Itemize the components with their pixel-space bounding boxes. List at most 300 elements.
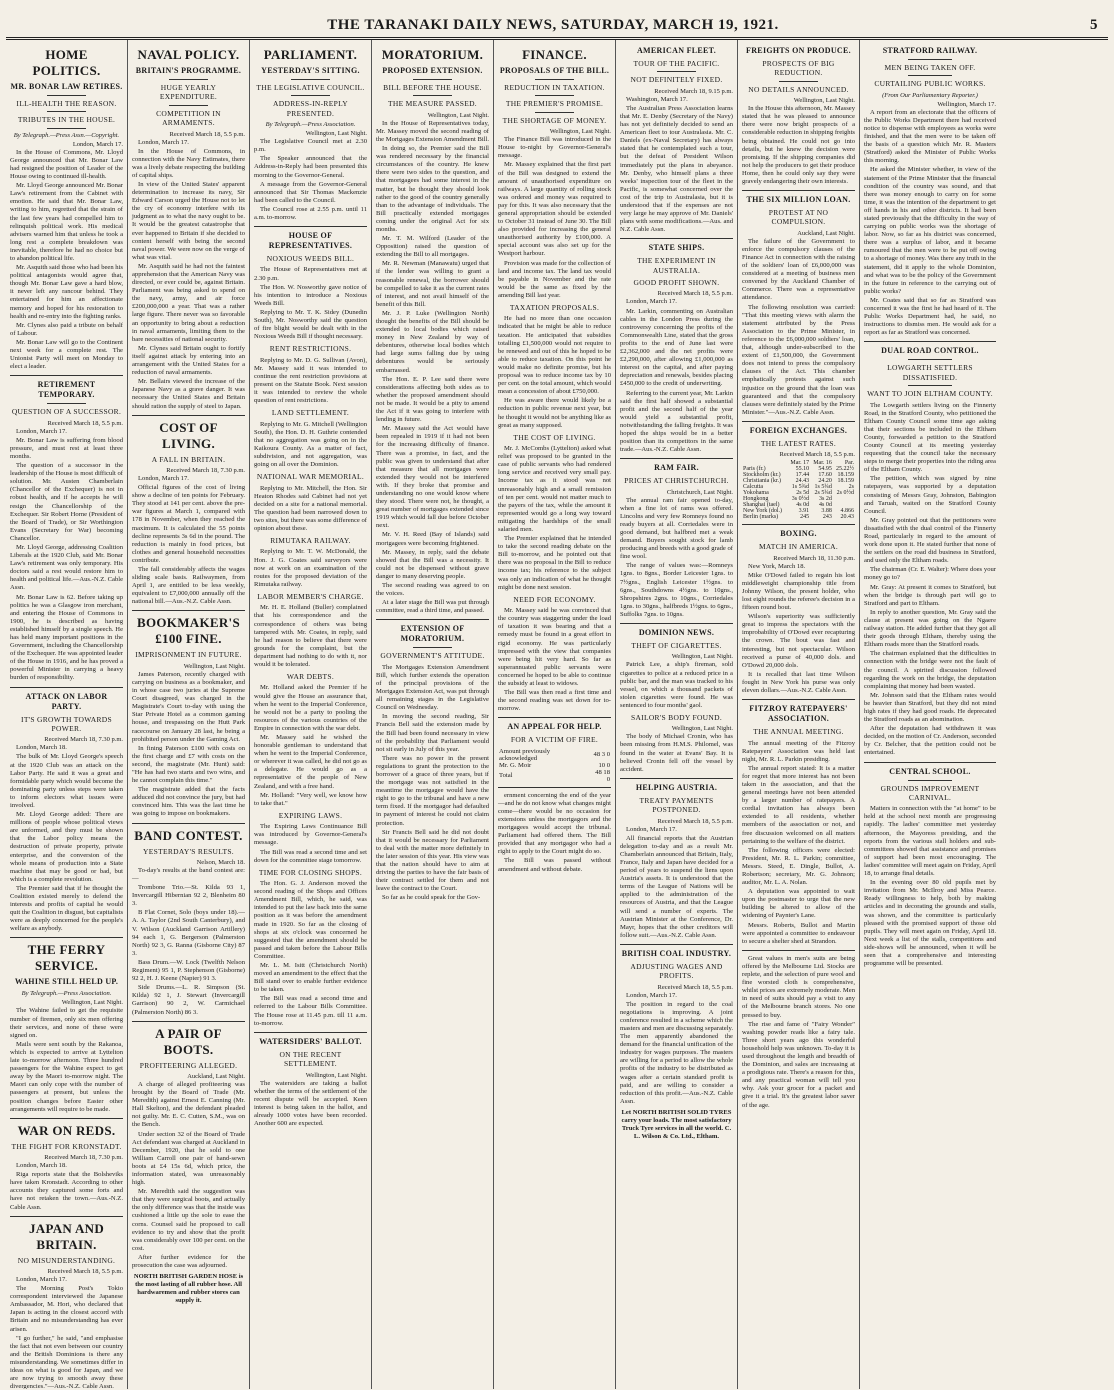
article-freights	[742, 46, 855, 186]
dateline: London, March 17.	[72, 140, 123, 148]
divider	[47, 128, 85, 129]
paragraph: The range of values was:—Romneys 1gns. to 8gns., Border Leicester 1gns. to 7½gns., English Leicester 1½gns. to 6gns., Southdowns 4½gns. to 10gns., Shropshires 2gns. to 10gns., Corriedales 1gns. to 30gns., halfbreds 1½gns. to 6gns., Suffolks 7gns. to 10gns.	[620, 562, 733, 618]
column-2	[128, 40, 250, 1389]
subheadline: NOT DEFINITELY FIXED.	[630, 75, 723, 85]
headline: MORATORIUM.	[381, 47, 484, 62]
headline: BAND CONTEST.	[134, 827, 243, 843]
subheadline: THE MEASURE PASSED.	[388, 99, 477, 109]
paragraph: The Expiring Laws Continuance Bill was introduced by Governor-General's message.	[254, 823, 367, 847]
article-divider	[620, 623, 733, 624]
subheadline: PROPOSED EXTENSION.	[382, 66, 483, 75]
headline: WAR ON REDS.	[17, 1122, 116, 1138]
subheadline: NO DETAILS ANNOUNCED.	[748, 84, 849, 94]
article-war-on-reds	[10, 1123, 123, 1212]
table-cell: 48 3 0	[593, 751, 610, 759]
table-cell: 3.88	[821, 508, 832, 515]
headline: FINANCE.	[522, 47, 587, 62]
subheadline: THE LEGISLATIVE COUNCIL.	[256, 83, 365, 92]
paragraph: After further evidence for the prosecution the case was adjourned.	[132, 1253, 245, 1270]
byline: By Telegraph.—Press Assn.—Copyright.	[13, 131, 120, 139]
paragraph: The magistrate added that the facts adduced did not convince the jury, but had convinced him. This was the last time he was going to impose on bookmakers.	[132, 786, 245, 818]
article-helping-austria	[620, 783, 733, 940]
article-divider	[254, 226, 367, 227]
advertisement: NORTH BRITISH GARDEN HOSE is the most lasting of all rubber hose. All hardwaremen and rubber stores can supply it.	[133, 1273, 244, 1305]
subheadline: TOUR OF THE PACIFIC.	[633, 59, 720, 68]
table-cell: 3.91	[798, 508, 810, 515]
section-heading: EXPIRING LAWS.	[278, 810, 343, 820]
dateline: Auckland, Last Night.	[797, 229, 855, 237]
paragraph: A charge of alleged profiteering was brought by the Board of Trade (Mr. Meredith) against Ernest E. Canning (Mr. Hall Skelton), and the defendant pleaded not guilty. Mr. E. C. Cutten, S.M., was on the Bench.	[132, 1080, 245, 1129]
article-central-school	[864, 767, 996, 969]
subheadline: YESTERDAY'S SITTING.	[261, 66, 360, 75]
divider	[779, 81, 817, 82]
paragraph: Mr. Clynes said Britain ought to fortify itself against attack by entering into an arrangement with the United States for a reduction of naval armaments.	[132, 344, 245, 377]
dateline: Wellington, Last Night.	[305, 130, 367, 138]
article-finance	[498, 47, 611, 713]
table-row	[498, 769, 611, 783]
article-fitzroy-ratepayers	[742, 704, 855, 1110]
paragraph: Trombone Trio.—St. Kilda 93 1, Invercargill Hibernian 92 2, Blenheim 80 3.	[132, 884, 245, 908]
article-divider	[498, 717, 611, 718]
table-cell: 20.43	[840, 514, 854, 521]
dateline: Auckland, Last Night.	[187, 1072, 245, 1080]
column-4	[372, 40, 494, 1389]
table-cell: 2s	[848, 484, 854, 491]
subheadline: THE LATEST RATES.	[760, 438, 837, 448]
divider	[908, 59, 953, 60]
table-cell: 24.43	[795, 478, 810, 485]
paragraph: It is recalled that last time Wilson fought in New York his purse was only eleven dollars.—Aus.-N.Z. Cable Assn.	[742, 670, 855, 695]
subheadline: NOXIOUS WEEDS BILL.	[266, 254, 355, 264]
article-extension-moratorium	[376, 624, 489, 902]
subheadline: COMPETITION IN ARMAMENTS.	[156, 108, 221, 128]
article-home-politics	[10, 47, 123, 371]
section-heading: LABOR MEMBER'S CHARGE.	[257, 591, 364, 601]
subheadline: GOOD PROFIT SHOWN.	[633, 278, 720, 288]
paragraph: Replying to Mr. G. Mitchell (Wellington South), the Hon. D. H. Guthrie contended that no aggregation was going on in the Kaikoura County. As a matter of fact, subdivision, and not aggregation, was going on all over the Dominion.	[254, 420, 367, 469]
subheadline: QUESTION OF A SUCCESSOR.	[11, 407, 122, 417]
table-cell: Hongkong	[743, 496, 769, 503]
subheadline: ADJUSTING WAGES AND PROFITS.	[630, 961, 723, 981]
table-cell: Mr. G. Moir	[499, 761, 532, 769]
paragraph: Mr. Clynes also paid a tribute on behalf of Labour.	[10, 321, 123, 337]
divider	[413, 95, 451, 96]
paragraph: He was aware there would likely be a reduction in public revenue next year, but he thought it would not be anything like as great as many supposed.	[498, 397, 611, 429]
table-cell: 18.159	[837, 478, 854, 485]
paragraph: The Council rose at 2.55 p.m. until 11 a.m. to-morrow.	[254, 205, 367, 221]
paragraph: Mr. Lloyd George announced Mr. Bonar Law's retirement from the Cabinet with emotion. He said that Mr. Bonar Law, writing to him, regretted that the strain of the last few years had compelled him to relinquish political work. His medical advisers warned him that unless he took a long rest a complete breakdown was inevitable, therefore he had no choice but to abandon political life.	[10, 182, 123, 262]
paragraph: Mr. Bonar Law is 62. Before taking up politics he was a Glasgow iron merchant, and entering the House of Commons in 1900, he is described as having established himself by a single speech. He has held many important positions in the Government, including the Chancellorship of the Exchequer. He was appointed leader of the House in 1916, and he has proved a powerful Minister in carrying a heavy burden of responsibility.	[10, 593, 123, 682]
paragraph: The following resolution was carried: "That this meeting views with alarm the statement attributed by the Press Association to the Prime Minister, in reference to the £6,000,000 soldiers' loan, that, although under-subscribed to the extent of £1,500,000, the Government does not intend to press the compulsory clauses of the Act. This chamber emphatically protests against such injustice on the ground that the loan was guaranteed and that the compulsory clauses were definitely stated by the Prime Minister."—Aus.-N.Z. Cable Assn.	[742, 303, 855, 416]
paragraph: Mr. L. M. Isitt (Christchurch North) moved an amendment to the effect that the Bill stand over to enable further evidence to be taken.	[254, 962, 367, 994]
dateline: Wellington, Last Night.	[427, 111, 489, 119]
paragraph: In doing so, the Premier said the Bill was rendered necessary by the financial circumstances of the country. He knew there were two sides to the question, and that mortgagees had some interest in the matter, but he thought they should look rather to the good of the country generally than to the advantage of individuals. The Bill practically extended mortgages coming under the original Act for six months.	[376, 145, 489, 233]
page-number: 5	[1090, 17, 1098, 33]
section-heading: THE COST OF LIVING.	[513, 432, 596, 442]
article-band-contest	[132, 828, 245, 1017]
section-heading: TAXATION PROPOSALS.	[509, 303, 600, 312]
paragraph: London, March 17.	[626, 825, 677, 833]
subheadline: MR. BONAR LAW RETIRES.	[10, 82, 123, 91]
table-cell: 17.44	[795, 472, 810, 479]
article-divider	[742, 421, 855, 422]
paragraph: ernment concerning the end of the year —and he do not know what changes might come—there would be no occasion for extensions unless the mortgagors and the mortgagees would accept the tribunal. Parliament had offered them. The Bill provided that any mortgagor who had a right to apply to the Court might do so.	[498, 791, 611, 856]
paragraph: Official figures of the cost of living show a decline of ten points for February. They stood at 141 per cent. above the pre-war figures at March 1, compared with 178 in November, when they reached the maximum. It is calculated the 55 points decline represents 3s 6d in the pound. The reduction is mainly in food prices, but clothes and general household necessities contribute.	[132, 484, 245, 564]
table-row	[498, 762, 611, 769]
divider	[47, 111, 85, 112]
headline: A PAIR OF BOOTS.	[155, 1025, 222, 1057]
paragraph: London, March 17.	[16, 1276, 67, 1283]
divider	[908, 780, 953, 781]
headline: BOOKMAKER'S £100 FINE.	[137, 615, 240, 647]
paragraph: Mr. Gray pointed out that the petitioners were dissatisfied with the dual control of the Finnerty Road, particularly in regard to the amount of work done upon it. He stated further that none of the settlers on the road did business in Stratford, and used only the Eltham roads.	[864, 516, 996, 565]
table-cell: 3s 0½d	[791, 496, 810, 503]
article-divider	[742, 699, 855, 700]
headline: ATTACK ON LABOR PARTY.	[25, 691, 108, 711]
paragraph: The Bill was passed without amendment and without debate.	[498, 857, 611, 873]
section-heading: NEED FOR ECONOMY.	[513, 594, 596, 604]
subheadline: THE EXPERIMENT IN AUSTRALIA.	[637, 256, 716, 275]
article-divider	[10, 687, 123, 688]
paragraph: The question of a successor in the leadership of the House is most difficult of solution. Mr. Austen Chamberlain (Chancellor of the Exchequer) is not in robust health, and if he accepts he will resign the Chancellorship of the Exchequer. Sir Robert Horne (President of the Board of Trade), or Sir Worthington Evans (Secretary for War) becoming Chancellor.	[10, 462, 123, 542]
paragraph: To-day's results at the band contest are:—	[132, 866, 245, 882]
article-coal-industry	[620, 949, 733, 1141]
paragraph: The body of Michael Cronin, who has been missing from H.M.S. Philomel, was found in the water at Evans' Bay. It is believed Cronin fell off the vessel by accident.	[620, 733, 733, 773]
divider	[535, 95, 573, 96]
table-cell: Amount previously acknowledged	[499, 747, 551, 762]
article-divider	[620, 238, 733, 239]
table-cell: 55.10	[795, 466, 810, 473]
divider	[291, 79, 329, 80]
paragraph: The Wahine failed to get the requisite number of firemen, only six men offering their services, and none of these were signed on.	[10, 1007, 123, 1039]
article-naval-policy	[132, 47, 245, 411]
paragraph: Side Drums.—L. R. Simpson (St. Kilda) 92 1, J. Stewart (Invercargill Garrison) 90 2, W. Carmichael (Palmerston North) 86 3.	[132, 984, 245, 1016]
subheadline: TRIBUTES IN THE HOUSE.	[17, 115, 116, 125]
table-cell: 10 0	[598, 761, 610, 769]
column-header: Par.	[844, 460, 854, 467]
paragraph: After the deputation had withdrawn it was decided, on the motion of Cr. Anderson, seconded by Cr. Belcher, that the petition could not be entertained.	[864, 725, 996, 757]
article-divider	[10, 1216, 123, 1217]
column-header: Mar. 16	[813, 460, 832, 467]
headline: COST OF LIVING.	[159, 419, 218, 451]
paragraph: Mr. Asquith said those who had been his political antagonists would agree that, though Mr. Bonar Law gave a hard blow, it never left any rancour behind. They entertained for him an affectionate memory and hoped for his restoration to health and re-entry into the fighting ranks.	[10, 264, 123, 320]
paragraph: Mr. Massey said he wished the honorable gentleman to understand that when he went to the Imperial Conference, or wherever it was called, he did not go as a delegate. He would go as a representative of the people of New Zealand, and with a free hand.	[254, 734, 367, 790]
masthead	[6, 0, 1108, 40]
paragraph: Mr. J. McCombs (Lyttelton) asked what relief was proposed to be granted in the case of public servants who had rendered long service and received very small pay. Income tax as it stood was not unreasonably high and a small remission of ten per cent. would not matter much to the payers of the tax, while the amount it represented would go a long way toward mitigating the hardships of the small salaried men.	[498, 445, 611, 533]
table-row	[498, 748, 611, 762]
subheadline: PRICES AT CHRISTCHURCH.	[624, 476, 729, 486]
paragraph: Under section 32 of the Board of Trade Act defendant was charged at Auckland in December, 1920, that he sold to one William Carroll one pair of hand-sewn boots at £4 15s 6d, which price, the information stated, was unreasonably high.	[132, 1130, 245, 1187]
paragraph: The failure of the Government to enforce the compulsory clauses of the Finance Act in connection with the raising of the soldiers' loan of £6,000,000 was considered at a meeting of business men convened by the Auckland Chamber of Commerce. There was a representative attendance.	[742, 237, 855, 302]
paragraph: Mr. Larkin, commenting on Australian cables in the London Press during the controversy concerning the profits of the Commonwealth Line, stated that the gross profits to the end of June last were £2,362,000 and the net profits were £2,290,000, after allowing £1,000,000 as interest on the capital, and after paying depreciation and renewals, besides placing £450,000 to the credit of underwriting.	[620, 307, 733, 388]
subheadline: BILL BEFORE THE HOUSE.	[383, 83, 482, 92]
paragraph: London, March 18.	[16, 1162, 67, 1170]
section-heading: SAILOR'S BODY FOUND.	[630, 712, 723, 722]
article-japan-britain	[10, 1221, 123, 1389]
table-cell: Paris (fr.)	[743, 466, 766, 473]
paragraph: The bulk of Mr. Lloyd George's speech at the 1920 Club was an attack on the Labor Party. He said it was a great and formidable party which would become the dominating party unless steps were taken to inform electors what issues were involved.	[10, 753, 123, 809]
headline: RAM FAIR.	[654, 463, 699, 473]
article-divider	[132, 610, 245, 611]
subheadline: WAHINE STILL HELD UP.	[14, 977, 119, 987]
section-heading: WAR DEBTS.	[286, 672, 335, 682]
headline: WATERSIDERS' BALLOT.	[259, 1036, 362, 1046]
article-dual-road-control	[864, 346, 996, 757]
paragraph: London, March 17.	[626, 991, 677, 999]
section-heading: LAND SETTLEMENT.	[271, 408, 350, 418]
table-cell: Shanghai (tael)	[743, 502, 780, 509]
headline: HELPING AUSTRIA.	[635, 782, 718, 792]
paragraph: All financial reports that the Austrian delegation to-day and as a result Mr. Chamberlain announced that Britain, Italy, France, Italy and Japan have decided for a period of years to suspend the liens upon Austria's assets. It is understood that the terms of the League of Nations will be applied to the administration of the resources of Austria, and that the League will send a number of experts. The Austrian Minister at the Conference, Dr. Mayr, hopes that the other creditors will follow suit.—Aus.-N.Z. Cable Assn.	[620, 834, 733, 939]
article-retirement	[10, 380, 123, 682]
paragraph: Mr. Bonar Law will go to the Continent next week for a complete rest. The Unionist Party will meet on Monday to elect a leader.	[10, 338, 123, 371]
paragraph: Mr. Lloyd George added: There are millions of people whose political views are unformed, and they must be shown that the Labor policy means the destruction of private property, private enterprise, and the conversion of the whole means of production into a State machine that may be good or bad, but which is a complete revolution.	[10, 811, 123, 883]
paragraph: The Legislative Council met at 2.30 p.m.	[254, 138, 367, 154]
subheadline: LOWGARTH SETTLERS DISSATISFIED.	[887, 363, 973, 382]
paragraph: The chairman (Cr. E. Walter): Where does your money go to?	[864, 566, 996, 582]
article-state-ships	[620, 243, 733, 454]
table-cell: 25.22½	[836, 466, 854, 473]
headline: AN APPEAL FOR HELP.	[507, 722, 602, 732]
paragraph: The Mortgages Extension Amendment Bill, which further extends the operation of the principal provisions of the Mortgages Extension Act, was put through all remaining stages in the Legislative Council on Wednesday.	[376, 663, 489, 712]
subheadline: BRITAIN'S PROGRAMME.	[135, 66, 242, 75]
fund-table	[498, 748, 611, 783]
headline: CENTRAL SCHOOL.	[889, 766, 971, 776]
divider	[535, 112, 573, 113]
masthead-title: THE TARANAKI DAILY NEWS, SATURDAY, MARCH 19, 1921.	[327, 17, 779, 33]
subheadline: PROTEST AT NO COMPULSION.	[768, 208, 829, 227]
paragraph: The following officers were elected: President, Mr. R. L. Parkin; committee, Messrs. Steed, E. Dingle, Bullot, A. Robertson; secretary, Mr. G. Johnson; auditor, Mr. L. A. Nolan.	[742, 846, 855, 887]
paragraph: Riga reports state that the Bolsheviks have taken Kronstadt. According to other accounts they captured some forts and have not retaken the town.—Aus.-N.Z. Cable Assn.	[10, 1171, 123, 1211]
subheadline: TREATY PAYMENTS POSTPONED.	[639, 795, 714, 815]
paragraph: The fall considerably affects the wages sliding scale basis. Railwaymen, from April 1, are entitled to be less weekly, equivalent to £7,000,000 annually off the national bill.—Aus.-N.Z. Cable Assn.	[132, 566, 245, 606]
table-cell: 18.159	[837, 472, 854, 479]
column-3	[250, 40, 372, 1389]
dateline: Received March 18, 5.5 p.m.	[657, 290, 733, 298]
table-row	[742, 514, 855, 520]
subheadline: GOVERNMENT'S ATTITUDE.	[380, 651, 485, 661]
dateline: Wellington, Last Night.	[183, 662, 245, 670]
article-divider	[10, 937, 123, 938]
headline: BOXING.	[780, 529, 817, 539]
paragraph: Mr. Coates said that so far as Stratford was concerned it was the first he had heard of it. The Public Works Department had, he said, no instructions to dismiss men. He would ask for a report as far as Stratford was concerned.	[864, 296, 996, 337]
paragraph: Mr. T. M. Wilford (Leader of the Opposition) raised the question of extending the Bill to all mortgages.	[376, 235, 489, 259]
article-dominion-news	[620, 628, 733, 774]
paragraph: The rise and fame of "Fairy Wonder" washing powder reads like a fairy tale. Three short years ago this wonderful household help was unknown. To-day it is used throughout the length and breadth of the Dominion, and sales are increasing at a prodigious rate. There's a reason for this, and any practical woman will tell you why. Ask your grocer for a packet and give it a trial. It's the greatest labor saver of the age.	[742, 1020, 855, 1109]
paragraph: The annual meeting of the Fitzroy Ratepayers' Association was held last night, Mr. R. L. Parkin presiding.	[742, 739, 855, 763]
subheadline: GROUNDS IMPROVEMENT CARNIVAL.	[880, 783, 980, 802]
divider	[535, 79, 573, 80]
divider	[657, 71, 695, 72]
paragraph: Mr. J. P. Luke (Wellington North) thought the benefits of the Bill should be extended to local bodies which raised money in New Zealand by way of debentures, otherwise local bodies which had large sums falling due by using debentures would be seriously embarrassed.	[376, 309, 489, 374]
subheadline: PROSPECTS OF BIG REDUCTION.	[762, 59, 835, 78]
paragraph: Mr. Lloyd George, addressing Coalition Liberals at the 1920 Club, said Mr. Bonar Law's retirement was only temporary. His doctors said a rest would restore him to health and political life.—Aus.-N.Z. Cable Assn.	[10, 543, 123, 592]
paragraph: Sir Francis Bell said he did not doubt that it would be necessary for Parliament to deal with the matter more definitely in the later session of this year. His view was that the nation should have to aim at driving the parties to have the fair basis of their contract settled for them and not leave the contract to the Court.	[376, 828, 489, 893]
subheadline: WANT TO JOIN ELTHAM COUNTY.	[867, 389, 993, 399]
paragraph: London, March 17.	[138, 138, 189, 146]
subheadline: ADDRESS-IN-REPLY PRESENTED.	[273, 99, 348, 118]
headline: EXTENSION OF MORATORIUM.	[400, 624, 465, 644]
table-cell: Stockholm (kr.)	[743, 472, 781, 479]
article-parliament	[254, 47, 367, 222]
paragraph: He asked the Minister whether, in view of the statement of the Prime Minister that the financial condition of the country was sound, and that there was money enough to carry on for some time, it was the intention of the department to get off hands in his and other districts. It had been stated previously that the difficulty in the way of carrying on public works was the shortage of labor. Now, so far as his district was concerned, there was a surplus of labor, and it became rumoured that the men were to be put off owing to a shortage of money. Was there any truth in the statement, did it apply to the whole Dominion, and what was to be the policy of the Government in the future in reference to the carrying out of public works?	[864, 166, 996, 295]
table-cell: 2s 0½d	[836, 490, 854, 497]
article-divider	[742, 950, 855, 951]
subheadline: THEFT OF CIGARETTES.	[631, 641, 722, 651]
paragraph: Replying to Mr. D. G. Sullivan (Avon), Mr. Massey said it was intended to continue the rent restriction provisions at present on the Statute Book. Next session it was intended to review the whole question of rent restrictions.	[254, 356, 367, 405]
subheadline: THE PREMIER'S PROMISE.	[505, 99, 604, 109]
paragraph: The watersiders are taking a ballot whether the terms of the settlement of the recent dispute will be accepted. Keen interest is being taken in the ballot, and already 1000 votes have been recorded. Another 600 are expected.	[254, 1079, 367, 1127]
section-heading: RIMUTAKA RAILWAY.	[270, 536, 351, 546]
divider	[47, 95, 85, 96]
dateline: Received March 18, 7.30 p.m.	[44, 1154, 123, 1162]
paragraph: James Paterson, recently charged with carrying on business as a bookmaker, and in whose case two juries at the Supreme Court disagreed, was charged in the Magistrate's Court to-day with using the Star Private Hotel as a common gaming house, and trespassing on the Hutt Park racecourse on January 28 last, he being a prohibited person under the Gaming Act.	[132, 670, 245, 743]
dateline: Nelson, March 18.	[196, 858, 245, 866]
paragraph: He had no more than one occasion indicated that he might be able to reduce taxation. He anticipated that subsidies totalling £1,500,000 would not require to be renewed and out of this he hoped to be able to reduce taxation. On this point he would make no definite promise, but his proposal was to reduce income tax by 10 per cent. on the total amount, which would mean a concession of about £750,000.	[498, 315, 611, 396]
paragraph: The position in regard to the coal negotiations is improving. A joint conference resulted in a scheme which the masters and men are discussing separately. The men apparently abandoned the demand for the financial unification of the industry for wages purposes. The masters are willing for a period to allow the whole profits of the industry to be distributed as wages after a certain standard profit is paid, and are willing to consider a reduction of this profit.—Aus.-N.Z. Cable Assn.	[620, 1000, 733, 1105]
column-1	[6, 40, 128, 1389]
paragraph: "I go further," he said, "and emphasise the fact that not even between our country and the British Dominions is there any misunderstanding. We sometimes differ in ideas on what is good for Japan, and we are now trying to smooth away these divergencies."—Aus.-N.Z. Cable Assn.	[10, 1334, 123, 1389]
paragraph: Mr. Massey explained that the first part of the Bill was designed to extend the amount of unauthorised expenditure on railways. A large quantity of rolling stock was ordered and money was required to pay for this. It was also necessary that the general appropriation should be extended to October 31 instead of June 30. The Bill also provided for increasing the general unauthorised authority by £100,000. A special account was also set up for the Westport harbour.	[498, 161, 611, 258]
article-watersiders	[254, 1037, 367, 1128]
dateline: Christchurch, Last Night.	[666, 488, 733, 496]
table-cell: 4s 0d	[796, 502, 810, 509]
dateline: Received March 18, 7.30 p.m.	[44, 736, 123, 744]
paragraph: So far as he could speak for the Gov-	[382, 894, 481, 902]
article-stratford-railway	[864, 46, 996, 337]
article-american-fleet	[620, 46, 733, 234]
advertisement: Let NORTH BRITISH SOLID TYRES carry your loads. The most satisfactory Truck Tyre services in all the world. C. L. Wilson & Co. Ltd., Eltham.	[621, 1108, 732, 1140]
byline: (From Our Parliamentary Reporter.)	[882, 91, 978, 99]
paragraph: Wilson's superiority was sufficiently great to impress the spectators with the improbability of O'Dowd ever recapturing the crown. The bout was fast and interesting, but not spectacular. Wilson received a purse of 40,000 dols. and O'Dowd 20,000 dols.	[742, 613, 855, 669]
paragraph: Referring to the current year, Mr. Larkin said the first half showed a substantial profit and the second half of the year would yield a substantial profit, notwithstanding the falling freights. It was hoped the ships would be in a better position than its competitors in the same trade.—Aus.-N.Z. Cable Assn.	[620, 389, 733, 454]
paragraph: The annual ram fair opened to-day, when a fine lot of rams was offered. Lincolns and very few Romneys found no ready buyers at all. Corriedales were in good demand, but halfbred met a weak demand. Buyers sought stock for lamb producing and breeds with a good grade of fine wool.	[620, 496, 733, 561]
dateline: Received March 18, 5.5 p.m.	[47, 419, 123, 427]
article-six-million-loan	[742, 195, 855, 417]
subheadline: IMPRISONMENT IN FUTURE.	[135, 650, 242, 660]
paragraph: In reply to another question, Mr. Gray said the clause at present was going on the Ngaere railway station. He added further that they got all their goods through Eltham, thereby using the Eltham roads more than the Stratford roads.	[864, 608, 996, 649]
paragraph: A message from the Governor-General announced that Sir Thomas Mackenzie had been called to the Council.	[254, 180, 367, 204]
article-divider	[742, 190, 855, 191]
paragraph: London, March 17.	[626, 298, 677, 306]
headline: HOUSE OF REPRESENTATIVES.	[268, 231, 353, 251]
table-cell: 1s 5¾d	[791, 484, 810, 491]
article-cost-of-living	[132, 420, 245, 607]
article-bookmaker	[132, 615, 245, 818]
paragraph: Mr. R. Newman (Manawatu) urged that if the lender was willing to grant a reasonable renewal, the borrower should be compelled to take it as the current rates of interest, and not avail himself of the benefit of this Bill.	[376, 260, 489, 308]
byline: By Telegraph.—Press Association.	[21, 990, 112, 998]
article-appeal-for-help	[498, 722, 611, 873]
dateline: Wellington, Last Night.	[305, 1071, 367, 1079]
paragraph: The Bill was read a second time and referred to the Labour Bills Committee. The House rose at 11.45 p.m. till 11 a.m. to-morrow.	[254, 995, 367, 1027]
dateline: Wellington, Last Night.	[671, 653, 733, 661]
paragraph: The Finance Bill was introduced in the House to-night by Governor-General's message.	[498, 136, 611, 160]
headline: THE FERRY SERVICE.	[27, 942, 106, 974]
article-divider	[620, 458, 733, 459]
paragraph: Mr. Bonar Law is suffering from blood pressure, and must rest at least three months.	[10, 436, 123, 460]
paragraph: Mr. Holland: "Very well, we know how to take that."	[254, 791, 367, 807]
headline: DUAL ROAD CONTROL.	[881, 346, 979, 356]
paragraph: In view of the United States' apparent determination to increase its navy, Sir Edward Carson urged the House not to let the cry of economy interfere with its judgment as to what the navy ought to be. It would be the greatest catastrophe that ever happened to Britain if she decided to content herself with being the second naval power. We were now on the verge of what was vital.	[132, 180, 245, 261]
article-divider	[498, 787, 611, 788]
section-heading: RENT RESTRICTIONS.	[269, 344, 352, 354]
paragraph: At a later stage the Bill was put through committee, read a third time, and passed.	[376, 599, 489, 615]
paragraph: London, March 17.	[16, 427, 67, 435]
article-moratorium	[376, 47, 489, 615]
article-pair-of-boots	[132, 1026, 245, 1306]
paragraph: In the House of Representatives today, Mr. Massey moved the second reading of the Mortgages Extension Amendment Bill.	[376, 119, 489, 143]
headline: STATE SHIPS.	[648, 243, 705, 253]
article-divider	[132, 415, 245, 416]
dateline: Received March 18, 7.30 p.m.	[166, 466, 245, 474]
subheadline: THE ANNUAL MEETING.	[753, 727, 844, 737]
subheadline: IT'S GROWTH TOWARDS POWER.	[21, 714, 112, 733]
subheadline: MATCH IN AMERICA.	[758, 542, 839, 552]
headline: JAPAN AND BRITAIN.	[28, 1220, 105, 1252]
column-6	[616, 40, 738, 1389]
dateline: Wellington, Last Night.	[549, 128, 611, 136]
article-divider	[864, 341, 996, 342]
headline: RETIREMENT TEMPORARY.	[37, 380, 96, 400]
headline: STRATFORD RAILWAY.	[882, 46, 978, 55]
paragraph: Messrs. Roberts, Bullot and Martin were appointed a committee to endeavour to secure a shelter shed at Strandon.	[742, 921, 855, 945]
dateline: Wellington, Last Night.	[671, 725, 733, 733]
columns	[6, 40, 1108, 1389]
paragraph: Washington, March 17.	[626, 95, 688, 103]
article-foreign-exchanges	[742, 426, 855, 520]
paragraph: Patrick Lee, a ship's fireman, sold cigarettes to police at a reduced price in a public bar, and the man was tracked to his vessel, on which a thousand packets of stolen cigarettes were found. He was sentenced to four months' gaol.	[620, 661, 733, 709]
column-5	[494, 40, 616, 1389]
dateline: Received March 18, 11.30 p.m.	[773, 554, 855, 562]
article-divider	[254, 1032, 367, 1033]
table-cell: 3s 2d	[819, 496, 832, 503]
subheadline: FOR A VICTIM OF FIRE.	[510, 735, 599, 745]
article-divider	[620, 944, 733, 945]
column-header: Mar. 17	[790, 460, 810, 467]
subheadline: YESTERDAY'S RESULTS.	[143, 846, 234, 856]
paragraph: In moving the second reading, Sir Francis Bell said the extension made by the Bill had been found necessary in view of the probability that Parliament would not sit early in July of this year.	[376, 713, 489, 753]
table-cell: 2s 5d	[796, 490, 810, 497]
article-house-of-representatives	[254, 231, 367, 1028]
dateline: Wellington, Last Night.	[793, 97, 855, 105]
dateline: Wellington, March 17.	[937, 100, 996, 108]
paragraph: Mike O'Dowd failed to regain his lost middleweight championship title from Johnny Wilson, the present holder, who lost eight rounds the referee's decision in a fifteen round bout.	[742, 571, 855, 612]
article-divider	[620, 778, 733, 779]
paragraph: In fining Paterson £100 with costs on the first charge and £7 with costs on the second, the magistrate (Mr. Hunt) said: "He has had two starts and two wins, and he cannot complain this time."	[132, 744, 245, 785]
divider	[908, 359, 953, 360]
article-divider	[10, 375, 123, 376]
headline: BRITISH COAL INDUSTRY.	[621, 948, 732, 958]
table-cell: 17.60	[818, 472, 832, 479]
paragraph: Replying to Mr. Mitchell, the Hon. Sir Heaton Rhodes said Cabinet had not yet decided on a site for a national memorial. The question had been narrowed down to two sites, but there was some difference of opinion about these.	[254, 484, 367, 532]
table-cell: 2s 5¾d	[814, 490, 832, 497]
table-cell: 243	[822, 514, 832, 521]
headline: FITZROY RATEPAYERS' ASSOCIATION.	[749, 704, 848, 724]
divider	[413, 647, 451, 648]
article-divider	[742, 524, 855, 525]
article-divider	[10, 1118, 123, 1119]
article-divider	[132, 823, 245, 824]
column-8	[860, 40, 1000, 1389]
paragraph: Replying to Mr. T. K. Sidey (Dunedin South), Mr. Nosworthy said the question of fire blight would be dealt with in the Noxious Weeds Bill if thought necessary.	[254, 308, 367, 341]
headline: HOME POLITICS.	[32, 47, 101, 78]
headline: AMERICAN FLEET.	[636, 46, 717, 55]
table-cell: 245	[800, 514, 810, 521]
subheadline: A FALL IN BRITAIN.	[151, 454, 226, 464]
headline: PARLIAMENT.	[263, 47, 358, 62]
subheadline: ON THE RECENT SETTLEMENT.	[279, 1049, 342, 1069]
paragraph: The Hon. G. J. Anderson moved the second reading of the Shops and Offices Amendment Bill, which, he said, was intended to put the law back into the same position as it was before the amendment made in 1920. So far as the closing of shops at six o'clock was concerned he suggested that the amendment should be passed and taken before the Labour Bills Committee.	[254, 880, 367, 960]
